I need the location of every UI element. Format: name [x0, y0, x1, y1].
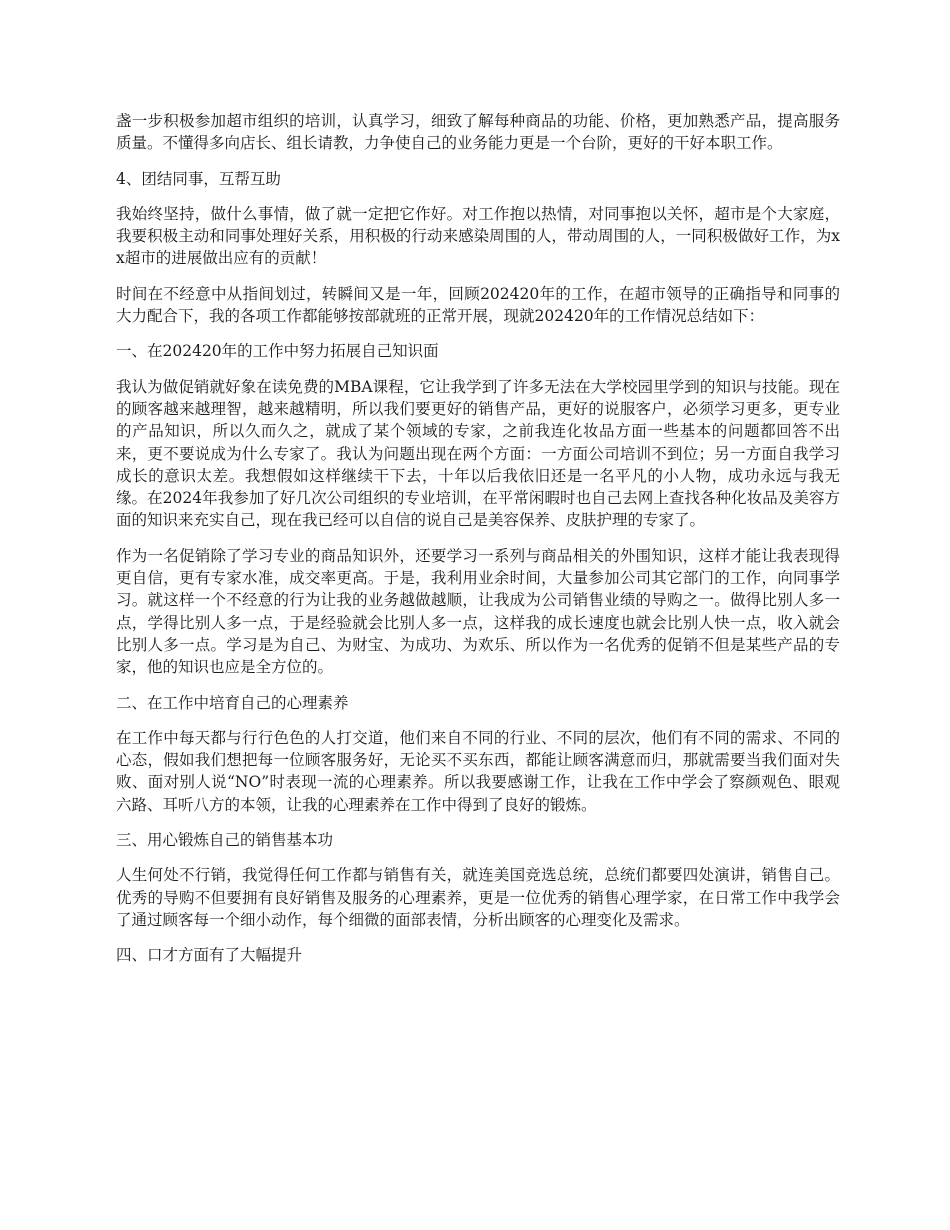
document-body: [116, 110, 840, 980]
section-heading-psychology: 二、在工作中培育自己的心理素养: [116, 693, 349, 712]
paragraph-extra-knowledge: 作为一名促销除了学习专业的商品知识外，还要学习一系列与商品相关的外围知识，这样才能让我表现得更自信，更有专家水准，成交率更高。于是，我利用业余时间，大量参加公司其它部门的工作，向同事学习。就这样一个不经意的行为让我的业务越做越顺，让我成为公司销售业绩的导购之一。做得比别人多一点，学得比别人多一点，于是经验就会比别人多一点，这样我的成长速度也就会比别人快一点，收入就会比别人多一点。学习是为自己、为财宝、为成功、为欢乐、所以作为一名优秀的促销不但是某些产品的专家，他的知识也应是全方位的。: [116, 546, 840, 677]
paragraph-teamwork: 我始终坚持，做什么事情，做了就一定把它作好。对工作抱以热情，对同事抱以关怀，超市是个大家庭，我要积极主动和同事处理好关系，用积极的行动来感染周围的人，带动周围的人，一同积极做好工作，为xx超市的进展做出应有的贡献！: [116, 204, 840, 268]
section-heading-eloquence: 四、口才方面有了大幅提升: [116, 946, 303, 965]
paragraph-psychology: 在工作中每天都与行行色色的人打交道，他们来自不同的行业、不同的层次，他们有不同的需求、不同的心态，假如我们想把每一位顾客服务好，无论买不买东西，都能让顾客满意而归，那就需要当我们面对失败、面对别人说“NO”时表现一流的心理素养。所以我要感谢工作，让我在工作中学会了察颜观色、眼观六路、耳听八方的本领，让我的心理素养在工作中得到了良好的锻炼。: [116, 728, 840, 814]
section-heading-unity: 4、团结同事，互帮互助: [116, 169, 281, 188]
paragraph-year-review: 时间在不经意中从指间划过，转瞬间又是一年，回顾202420年的工作，在超市领导的正确指导和同事的大力配合下，我的各项工作都能够按部就班的正常开展，现就202420年的工作情况总结如下：: [116, 284, 840, 326]
section-heading-sales-skills: 三、用心锻炼自己的销售基本功: [116, 831, 334, 850]
paragraph-intro: 盏一步积极参加超市组织的培训，认真学习，细致了解每种商品的功能、价格，更加熟悉产品，提高服务质量。不懂得多向店长、组长请教，力争使自己的业务能力更是一个台阶，更好的干好本职工作。: [116, 112, 840, 153]
section-heading-knowledge: 一、在202420年的工作中努力拓展自己知识面: [116, 342, 439, 361]
paragraph-mba-course: 我认为做促销就好象在读免费的MBA课程，它让我学到了许多无法在大学校园里学到的知识与技能。现在的顾客越来越理智，越来越精明，所以我们要更好的销售产品，更好的说服客户，必须学习更多，更专业的产品知识，所以久而久之，就成了某个领域的专家，之前我连化妆品方面一些基本的问题都回答不出来，更不要说成为什么专家了。我认为问题出现在两个方面：一方面公司培训不到位；另一方面自我学习成长的意识太差。我想假如这样继续干下去，十年以后我依旧还是一名平凡的小人物，成功永远与我无缘。在2024年我参加了好几次公司组织的专业培训，在平常闲暇时也自己去网上查找各种化妆品及美容方面的知识来充实自己，现在我已经可以自信的说自己是美容保养、皮肤护理的专家了。: [116, 377, 840, 530]
paragraph-sales-skills: 人生何处不行销，我觉得任何工作都与销售有关，就连美国竞选总统，总统们都要四处演讲，销售自己。优秀的导购不但要拥有良好销售及服务的心理素养，更是一位优秀的销售心理学家，在日常工作中我学会了通过顾客每一个细小动作，每个细微的面部表情，分析出顾客的心理变化及需求。: [116, 866, 840, 929]
